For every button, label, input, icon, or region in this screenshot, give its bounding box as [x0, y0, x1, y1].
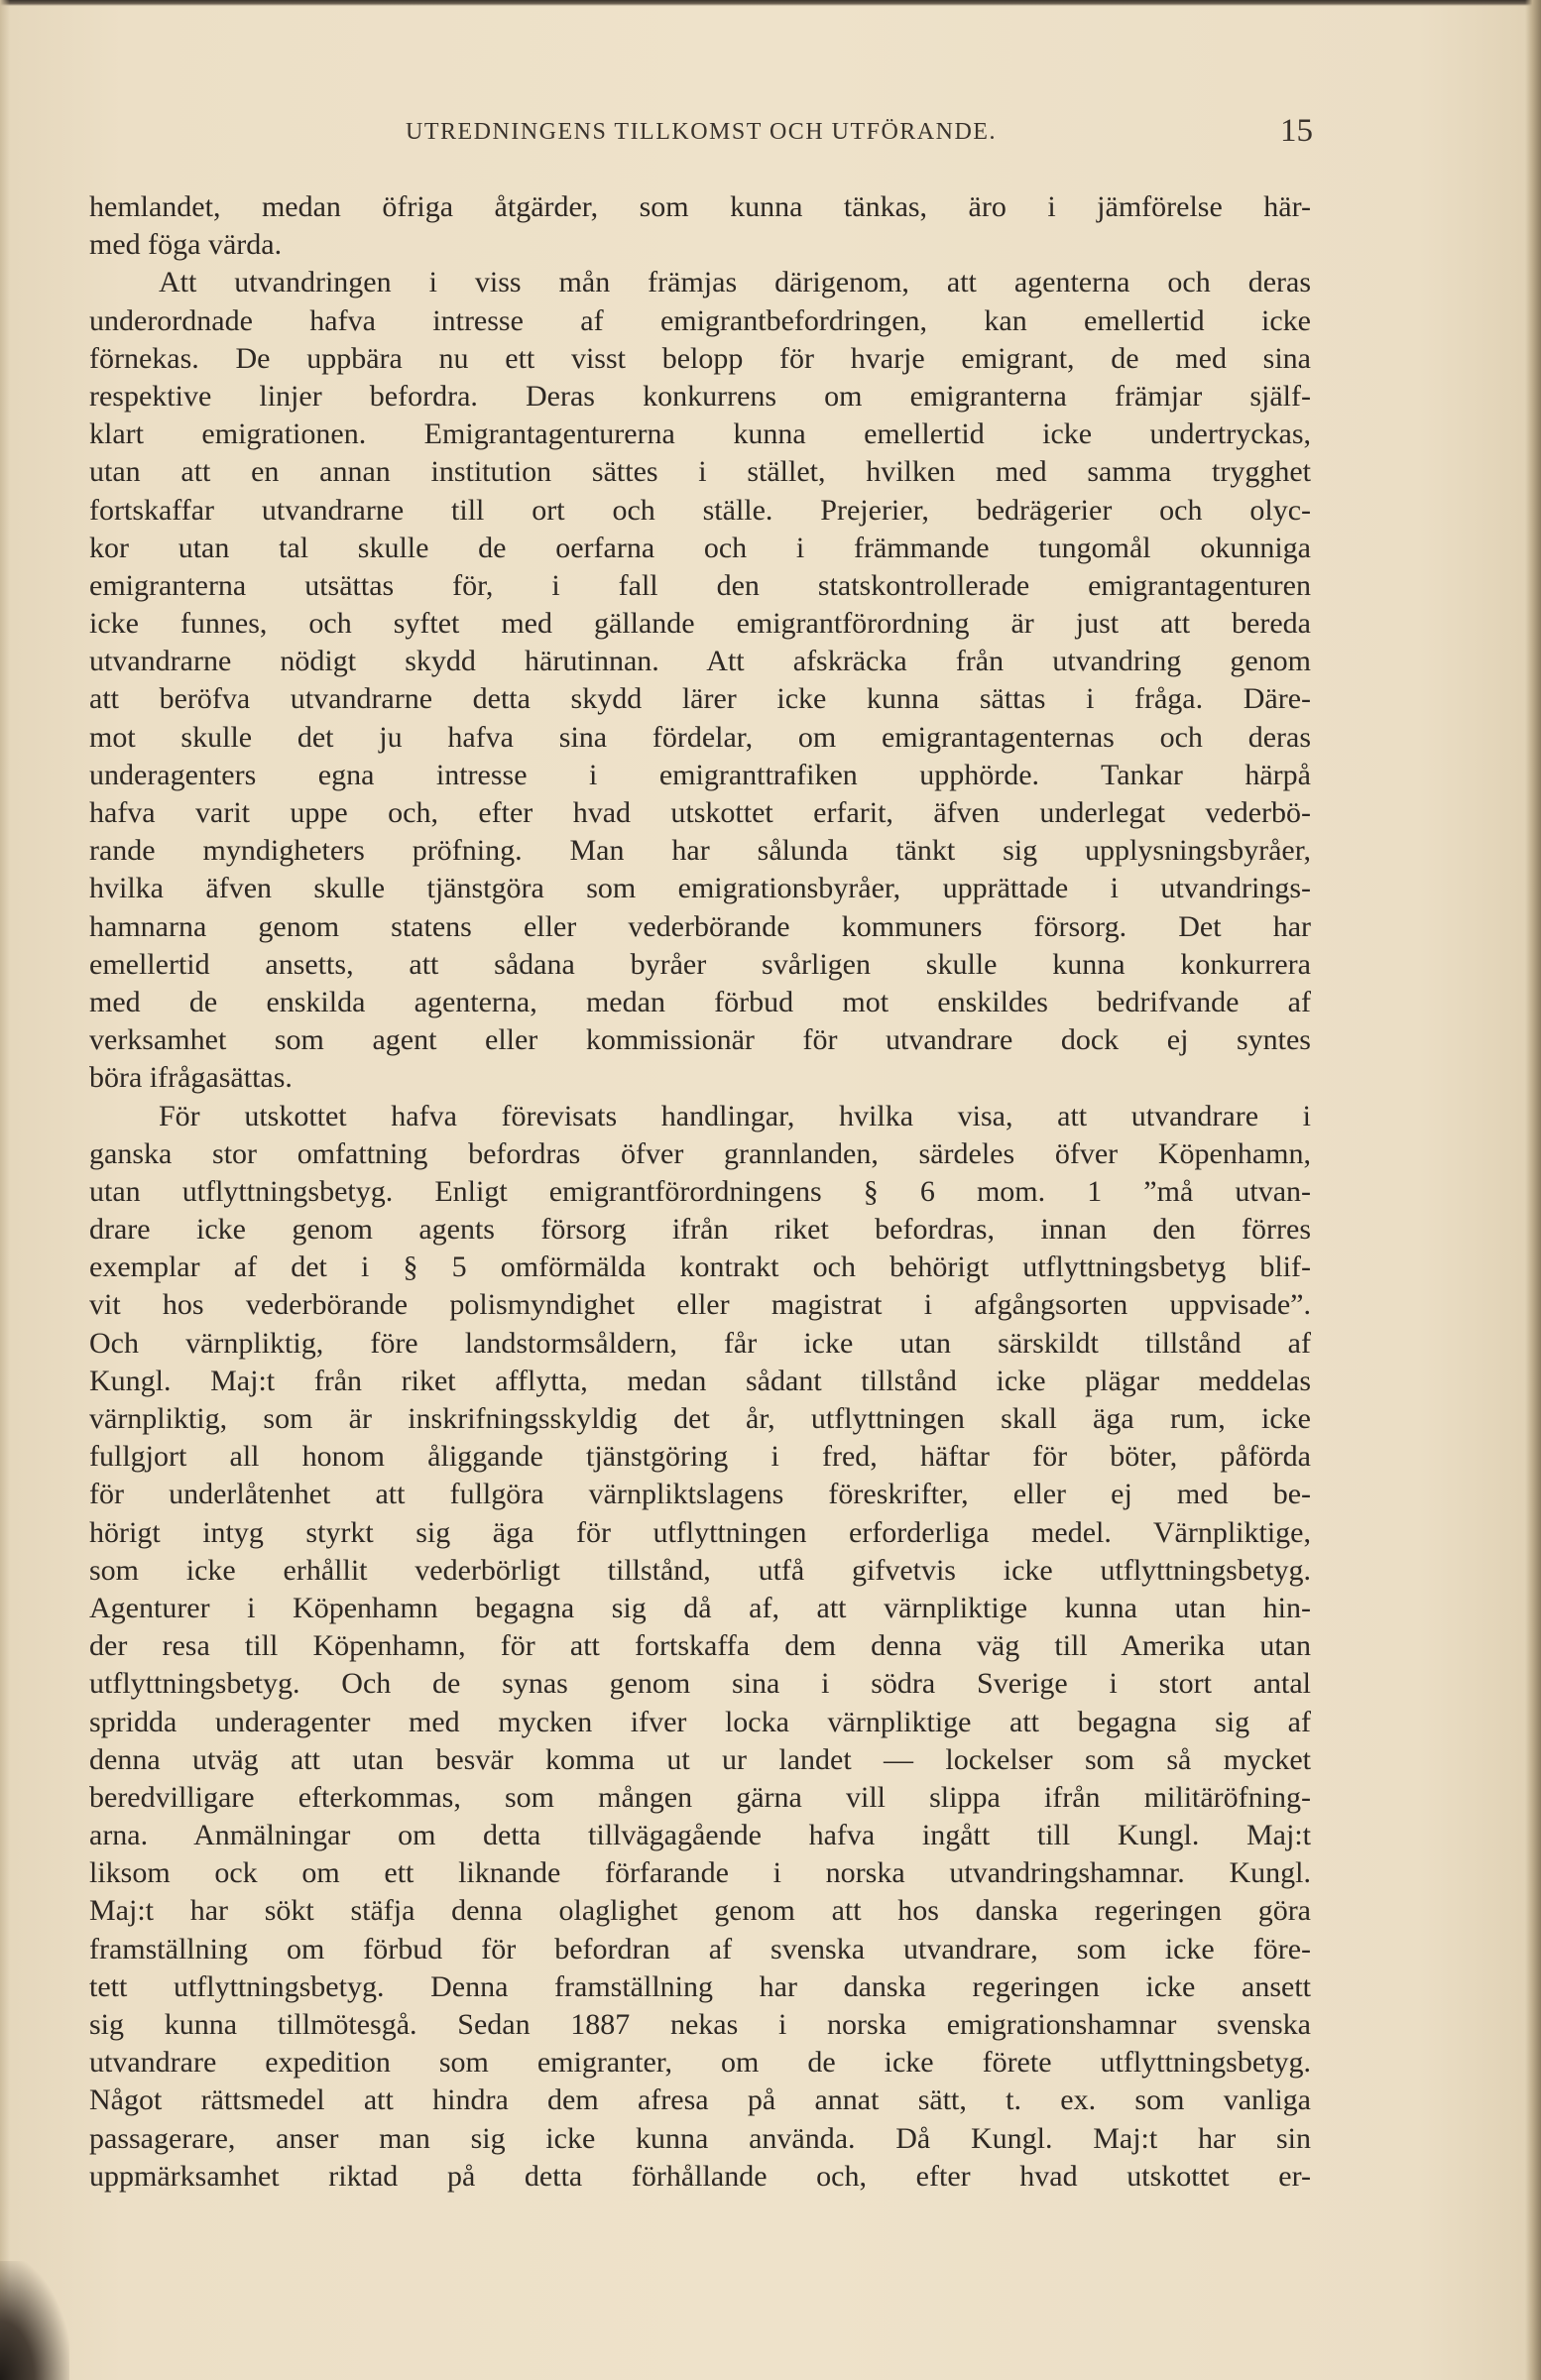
text-line: hemlandet, medan öfriga åtgärder, som kunna tänkas, äro i jämförelse här-	[89, 190, 1311, 223]
text-line: klart emigrationen. Emigrantagenturerna kunna emellertid icke undertryckas,	[89, 417, 1311, 451]
text-line: för underlåtenhet att fullgöra värnpliktslagens föreskrifter, eller ej med be-	[89, 1478, 1311, 1511]
text-line: sig kunna tillmötesgå. Sedan 1887 nekas i norska emigrationshamnar svenska	[89, 2008, 1311, 2041]
text-line: utvandrare expedition som emigranter, om de icke förete utflyttningsbetyg.	[89, 2046, 1311, 2080]
text-line: underagenters egna intresse i emigranttrafiken upphörde. Tankar härpå	[89, 758, 1311, 791]
text-line: förnekas. De uppbära nu ett visst belopp för hvarje emigrant, de med sina	[89, 341, 1311, 375]
text-line: denna utväg att utan besvär komma ut ur landet — lockelser som så mycket	[89, 1742, 1311, 1776]
text-line: kor utan tal skulle de oerfarna och i främmande tungomål okunniga	[89, 531, 1311, 564]
text-line: liksom ock om ett liknande förfarande i norska utvandringshamnar. Kungl.	[89, 1856, 1311, 1890]
text-line: hafva varit uppe och, efter hvad utskottet erfarit, äfven underlegat vederbö-	[89, 796, 1311, 829]
text-line: hvilka äfven skulle tjänstgöra som emigrationsbyråer, upprättade i utvandrings-	[89, 872, 1311, 905]
body-text	[89, 188, 1311, 2196]
text-line: Agenturer i Köpenhamn begagna sig då af, att värnpliktige kunna utan hin-	[89, 1591, 1311, 1624]
text-line: drare icke genom agents försorg ifrån riket befordras, innan den förres	[89, 1213, 1311, 1247]
text-line: med föga värda.	[89, 228, 283, 262]
text-line: underordnade hafva intresse af emigrantbefordringen, kan emellertid icke	[89, 303, 1311, 337]
text-line: uppmärksamhet riktad på detta förhållande och, efter hvad utskottet er-	[89, 2159, 1311, 2193]
text-line: arna. Anmälningar om detta tillvägagående hafva ingått till Kungl. Maj:t	[89, 1819, 1311, 1852]
page-corner-shadow	[0, 2261, 69, 2380]
text-line: fortskaffar utvandrarne till ort och ställe. Prejerier, bedrägerier och olyc-	[89, 493, 1311, 527]
text-line: tett utflyttningsbetyg. Denna framställning har danska regeringen icke ansett	[89, 1969, 1311, 2003]
text-line: beredvilligare efterkommas, som mången gärna vill slippa ifrån militäröfning-	[89, 1780, 1311, 1814]
text-line: utan utflyttningsbetyg. Enligt emigrantförordningens § 6 mom. 1 ”må utvan-	[89, 1174, 1311, 1208]
text-line: icke funnes, och syftet med gällande emigrantförordning är just att bereda	[89, 607, 1311, 641]
page-number: 15	[1280, 113, 1313, 149]
text-line: emigranterna utsättas för, i fall den statskontrollerade emigrantagenturen	[89, 568, 1311, 602]
text-line: Och värnpliktig, före landstormsåldern, får icke utan särskildt tillstånd af	[89, 1326, 1311, 1360]
text-line: respektive linjer befordra. Deras konkurrens om emigranterna främjar själf-	[89, 379, 1311, 413]
text-line: Att utvandringen i viss mån främjas därigenom, att agenterna och deras	[159, 266, 1311, 299]
running-header	[89, 113, 1313, 157]
text-line: utflyttningsbetyg. Och de synas genom sina i södra Sverige i stort antal	[89, 1667, 1311, 1701]
text-line: värnpliktig, som är inskrifningsskyldig det år, utflyttningen skall äga rum, icke	[89, 1402, 1311, 1435]
text-line: hamnarna genom statens eller vederbörande kommuners försorg. Det har	[89, 909, 1311, 943]
text-line: mot skulle det ju hafva sina fördelar, om emigrantagenternas och deras	[89, 720, 1311, 754]
text-line: som icke erhållit vederbörligt tillstånd, utfå gifvetvis icke utflyttningsbetyg.	[89, 1553, 1311, 1587]
text-line: att beröfva utvandrarne detta skydd lärer icke kunna sättas i fråga. Däre-	[89, 682, 1311, 716]
text-line: framställning om förbud för befordran af svenska utvandrare, som icke före-	[89, 1932, 1311, 1965]
text-line: passagerare, anser man sig icke kunna använda. Då Kungl. Maj:t har sin	[89, 2121, 1311, 2155]
text-line: rande myndigheters pröfning. Man har sålunda tänkt sig upplysningsbyråer,	[89, 834, 1311, 868]
text-line: exemplar af det i § 5 omförmälda kontrakt och behörigt utflyttningsbetyg blif-	[89, 1250, 1311, 1284]
text-line: spridda underagenter med mycken ifver locka värnpliktige att begagna sig af	[89, 1705, 1311, 1738]
page-top-edge	[0, 0, 1541, 6]
text-line: För utskottet hafva förevisats handlingar, hvilka visa, att utvandrare i	[159, 1099, 1311, 1132]
text-line: med de enskilda agenterna, medan förbud mot enskildes bedrifvande af	[89, 985, 1311, 1018]
text-line: emellertid ansetts, att sådana byråer svårligen skulle kunna konkurrera	[89, 947, 1311, 981]
page-right-edge	[1525, 0, 1541, 2380]
text-line: utan att en annan institution sättes i stället, hvilken med samma trygghet	[89, 455, 1311, 489]
text-line: fullgjort all honom åliggande tjänstgöring i fred, häftar för böter, påförda	[89, 1440, 1311, 1474]
text-line: böra ifrågasättas.	[89, 1061, 293, 1095]
text-line: verksamhet som agent eller kommissionär för utvandrare dock ej syntes	[89, 1023, 1311, 1057]
text-line: hörigt intyg styrkt sig äga för utflyttningen erforderliga medel. Värnpliktige,	[89, 1515, 1311, 1549]
page-left-shadow	[0, 0, 10, 2380]
text-line: utvandrarne nödigt skydd härutinnan. Att afskräcka från utvandring genom	[89, 645, 1311, 678]
text-line: Kungl. Maj:t från riket afflytta, medan sådant tillstånd icke plägar meddelas	[89, 1364, 1311, 1397]
text-line: Maj:t har sökt stäfja denna olaglighet genom att hos danska regeringen göra	[89, 1894, 1311, 1928]
text-line: Något rättsmedel att hindra dem afresa på annat sätt, t. ex. som vanliga	[89, 2083, 1311, 2117]
running-title: UTREDNINGENS TILLKOMST OCH UTFÖRANDE.	[406, 119, 997, 145]
text-line: vit hos vederbörande polismyndighet eller magistrat i afgångsorten uppvisade”.	[89, 1288, 1311, 1322]
text-line: der resa till Köpenhamn, för att fortskaffa dem denna väg till Amerika utan	[89, 1629, 1311, 1663]
text-line: ganska stor omfattning befordras öfver grannlanden, särdeles öfver Köpenhamn,	[89, 1136, 1311, 1170]
